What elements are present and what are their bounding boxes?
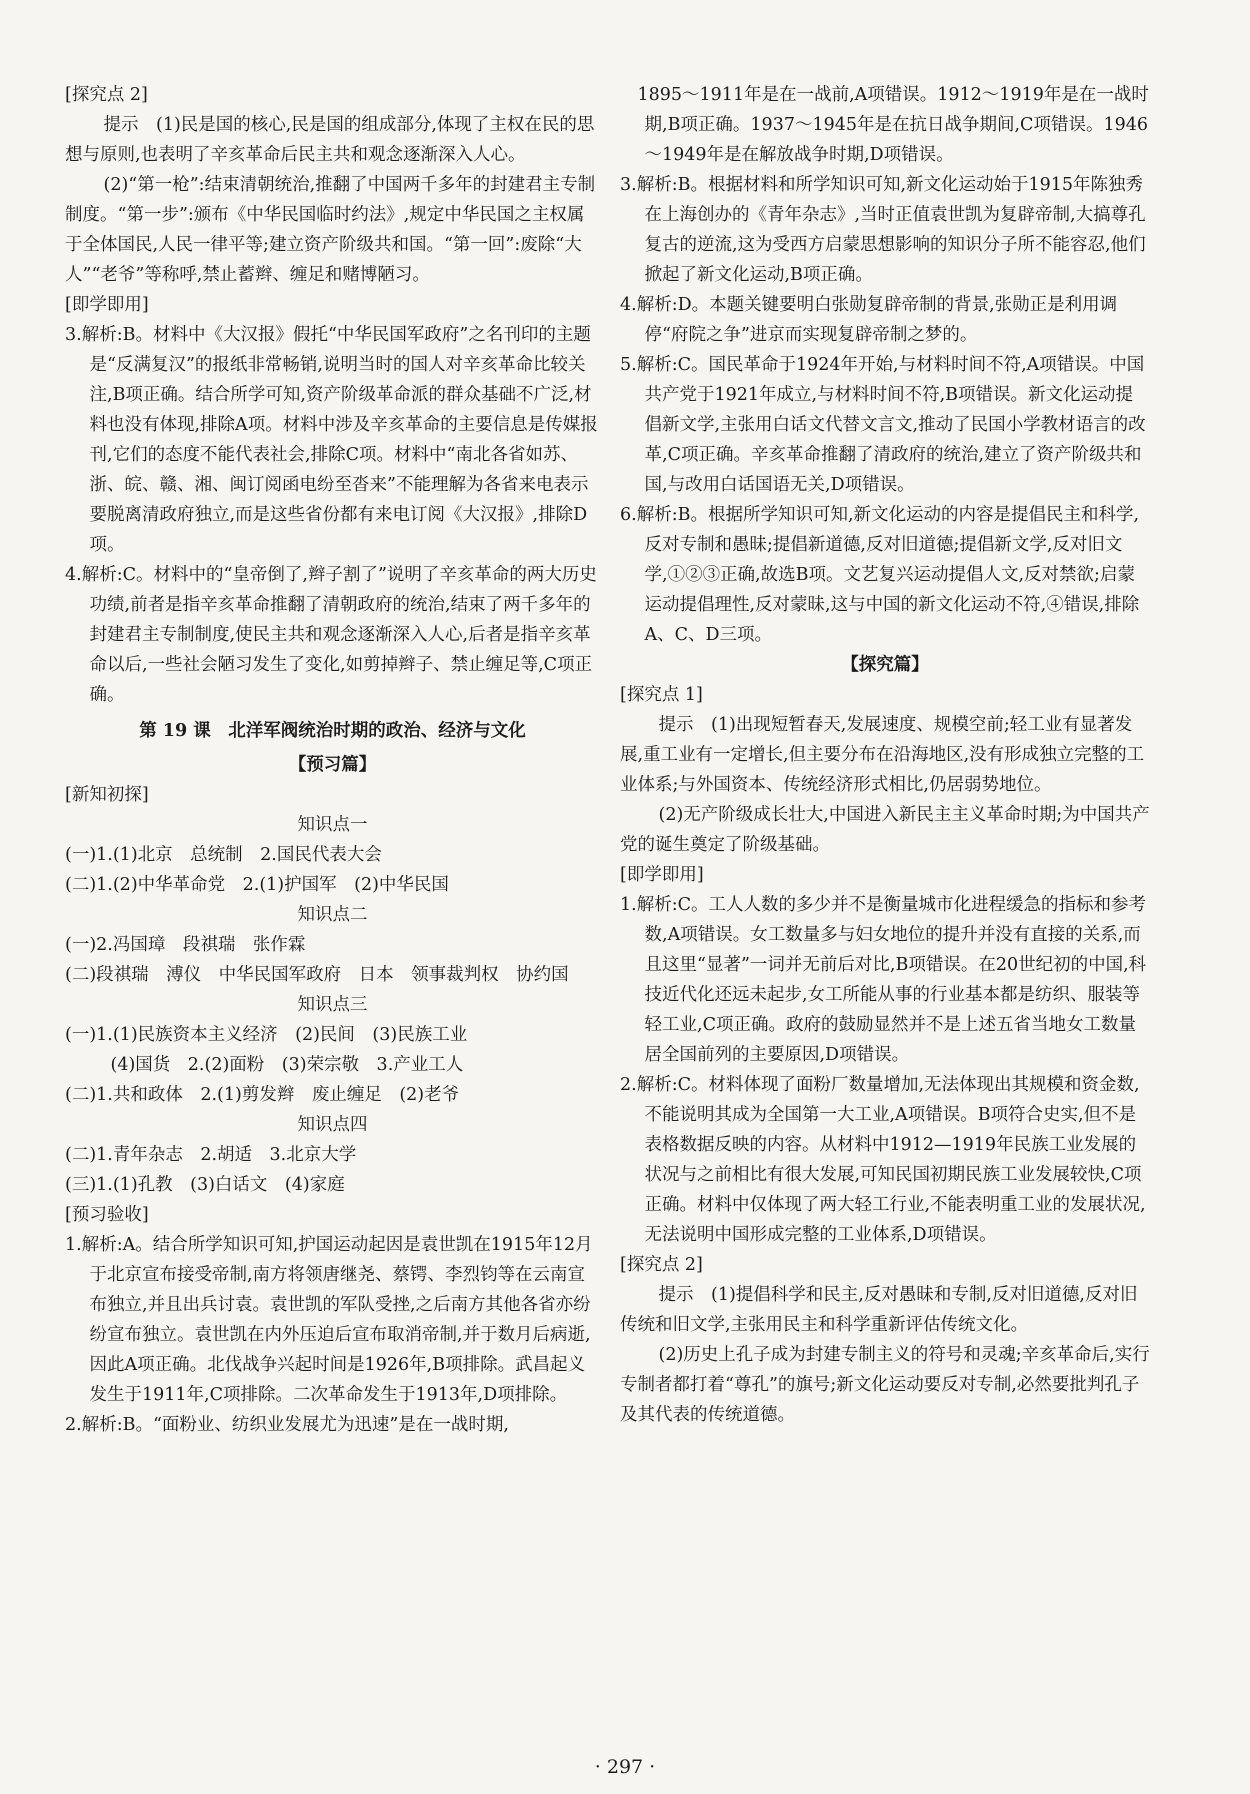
right-paragraph: 【探究篇】 <box>841 655 929 675</box>
left-paragraph: 3.解析:B。材料中《大汉报》假托“中华民国军政府”之名刊印的主题是“反满复汉”的报纸非常畅销,说明当时的国人对辛亥革命比较关注,B项正确。结合所学可知,资产阶级革命派的群众基础不广泛,材料也没有体现,排除A项。材料中涉及辛亥革命的主要信息是传媒报刊,它们的态度不能代表社会,排除C项。材料中“南北各省如苏、浙、皖、赣、湘、闽订阅函电纷至沓来”不能理解为各省来电表示要脱离清政府独立,而是这些省份都有来电订阅《大汉报》,排除D项。 <box>65 325 598 555</box>
page-number: · 297 · <box>594 1756 656 1778</box>
left-paragraph: [即学即用] <box>65 295 149 315</box>
right-paragraph: 2.解析:C。材料体现了面粉厂数量增加,无法体现出其规模和资金数,不能说明其成为全国第一大工业,A项错误。B项符合史实,但不是表格数据反映的内容。从材料中1912—1919年民族工业发展的状况与之前相比有很大发展,可知民国初期民族工业发展较快,C项正确。材料中仅体现了两大轻工行业,不能表明重工业的发展状况,无法说明中国形成完整的工业体系,D项错误。 <box>620 1075 1146 1245</box>
left-paragraph: (4)国货 2.(2)面粉 (3)荣宗敬 3.产业工人 <box>110 1055 464 1075</box>
right-column <box>620 80 1150 1430</box>
left-paragraph: 第 19 课 北洋军阀统治时期的政治、经济与文化 <box>139 721 526 741</box>
left-paragraph: [探究点 2] <box>65 85 148 105</box>
left-paragraph: (一)1.(1)民族资本主义经济 (2)民间 (3)民族工业 <box>65 1025 468 1045</box>
left-paragraph: 1.解析:A。结合所学知识可知,护国运动起因是袁世凯在1915年12月于北京宣布接受帝制,南方将领唐继尧、蔡锷、李烈钧等在云南宣布独立,并且出兵讨袁。袁世凯的军队受挫,之后南方其他各省亦纷纷宣布独立。袁世凯在内外压迫后宣布取消帝制,并于数月后病逝,因此A项正确。北伐战争兴起时间是1926年,B项排除。武昌起义发生于1911年,C项排除。二次革命发生于1913年,D项排除。 <box>65 1235 593 1405</box>
left-paragraph: (二)段祺瑞 溥仪 中华民国军政府 日本 领事裁判权 协约国 <box>65 965 569 985</box>
left-paragraph: (二)1.青年杂志 2.胡适 3.北京大学 <box>65 1145 357 1165</box>
right-paragraph: 1895～1911年是在一战前,A项错误。1912～1919年是在一战时期,B项正确。1937～1945年是在抗日战争期间,C项错误。1946～1949年是在解放战争时期,D项错误。 <box>620 85 1149 165</box>
left-paragraph: (一)2.冯国璋 段祺瑞 张作霖 <box>65 935 306 955</box>
left-paragraph: 提示 (1)民是国的核心,民是国的组成部分,体现了主权在民的思想与原则,也表明了辛亥革命后民主共和观念逐渐深入人心。 <box>65 115 595 165</box>
left-paragraph: 【预习篇】 <box>288 755 377 775</box>
left-column <box>65 80 600 1440</box>
right-paragraph: 3.解析:B。根据材料和所学知识可知,新文化运动始于1915年陈独秀在上海创办的《青年杂志》,当时正值袁世凯为复辟帝制,大搞尊孔复古的逆流,这为受西方启蒙思想影响的知识分子所不能容忍,他们掀起了新文化运动,B项正确。 <box>620 175 1146 285</box>
right-paragraph: (2)无产阶级成长壮大,中国进入新民主主义革命时期;为中国共产党的诞生奠定了阶级基础。 <box>620 805 1150 855</box>
left-paragraph: 知识点二 <box>297 905 368 925</box>
right-paragraph: 5.解析:C。国民革命于1924年开始,与材料时间不符,A项错误。中国共产党于1921年成立,与材料时间不符,B项错误。新文化运动提倡新文学,主张用白话文代替文言文,推动了民国小学教材语言的改革,C项正确。辛亥革命推翻了清政府的统治,建立了资产阶级共和国,与改用白话国语无关,D项错误。 <box>620 355 1146 495</box>
left-paragraph: [新知初探] <box>65 785 149 805</box>
right-paragraph: 6.解析:B。根据所学知识可知,新文化运动的内容是提倡民主和科学,反对专制和愚昧;提倡新道德,反对旧道德;提倡新文学,反对旧文学,①②③正确,故选B项。文艺复兴运动提倡人文,反对禁欲;启蒙运动提倡理性,反对蒙昧,这与中国的新文化运动不符,④错误,排除A、C、D三项。 <box>620 505 1140 645</box>
right-paragraph: 提示 (1)提倡科学和民主,反对愚昧和专制,反对旧道德,反对旧传统和旧文学,主张用民主和科学重新评估传统文化。 <box>620 1285 1138 1335</box>
left-paragraph: 知识点四 <box>297 1115 368 1135</box>
left-paragraph: 知识点一 <box>297 815 368 835</box>
right-paragraph: 1.解析:C。工人人数的多少并不是衡量城市化进程缓急的指标和参考数,A项错误。女工数量多与妇女地位的提升并没有直接的关系,而且这里“显著”一词并无前后对比,B项错误。在20世纪初的中国,科技近代化还远未起步,女工所能从事的行业基本都是纺织、服装等轻工业,C项正确。政府的鼓励显然并不是上述五省当地女工数量居全国前列的主要原因,D项错误。 <box>620 895 1147 1065</box>
left-paragraph: (一)1.(1)北京 总统制 2.国民代表大会 <box>65 845 382 865</box>
left-paragraph: 4.解析:C。材料中的“皇帝倒了,辫子割了”说明了辛亥革命的两大历史功绩,前者是指辛亥革命推翻了清朝政府的统治,结束了两千多年的封建君主专制制度,使民主共和观念逐渐深入人心,后者是指辛亥革命以后,一些社会陋习发生了变化,如剪掉辫子、禁止缠足等,C项正确。 <box>65 565 597 705</box>
left-paragraph: (二)1.(2)中华革命党 2.(1)护国军 (2)中华民国 <box>65 875 449 895</box>
left-paragraph: [预习验收] <box>65 1205 149 1225</box>
left-paragraph: 知识点三 <box>297 995 368 1015</box>
right-paragraph: [探究点 1] <box>620 685 703 705</box>
right-paragraph: (2)历史上孔子成为封建专制主义的符号和灵魂;辛亥革命后,实行专制者都打着“尊孔”的旗号;新文化运动要反对专制,必然要批判孔子及其代表的传统道德。 <box>620 1345 1150 1425</box>
right-paragraph: 4.解析:D。本题关键要明白张勋复辟帝制的背景,张勋正是利用调停“府院之争”进京而实现复辟帝制之梦的。 <box>620 295 1118 345</box>
right-paragraph: 提示 (1)出现短暂春天,发展速度、规模空前;轻工业有显著发展,重工业有一定增长,但主要分布在沿海地区,没有形成独立完整的工业体系;与外国资本、传统经济形式相比,仍居弱势地位。 <box>620 715 1145 795</box>
right-paragraph: [即学即用] <box>620 865 704 885</box>
left-paragraph: 2.解析:B。“面粉业、纺织业发展尤为迅速”是在一战时期, <box>65 1415 509 1435</box>
left-paragraph: (2)“第一枪”:结束清朝统治,推翻了中国两千多年的封建君主专制制度。“第一步”:颁布《中华民国临时约法》,规定中华民国之主权属于全体国民,人民一律平等;建立资产阶级共和国。“第一回”:废除“大人”“老爷”等称呼,禁止蓄辫、缠足和赌博陋习。 <box>65 175 596 285</box>
left-paragraph: (二)1.共和政体 2.(1)剪发辫 废止缠足 (2)老爷 <box>65 1085 460 1105</box>
right-paragraph: [探究点 2] <box>620 1255 703 1275</box>
left-paragraph: (三)1.(1)孔教 (3)白话文 (4)家庭 <box>65 1175 345 1195</box>
